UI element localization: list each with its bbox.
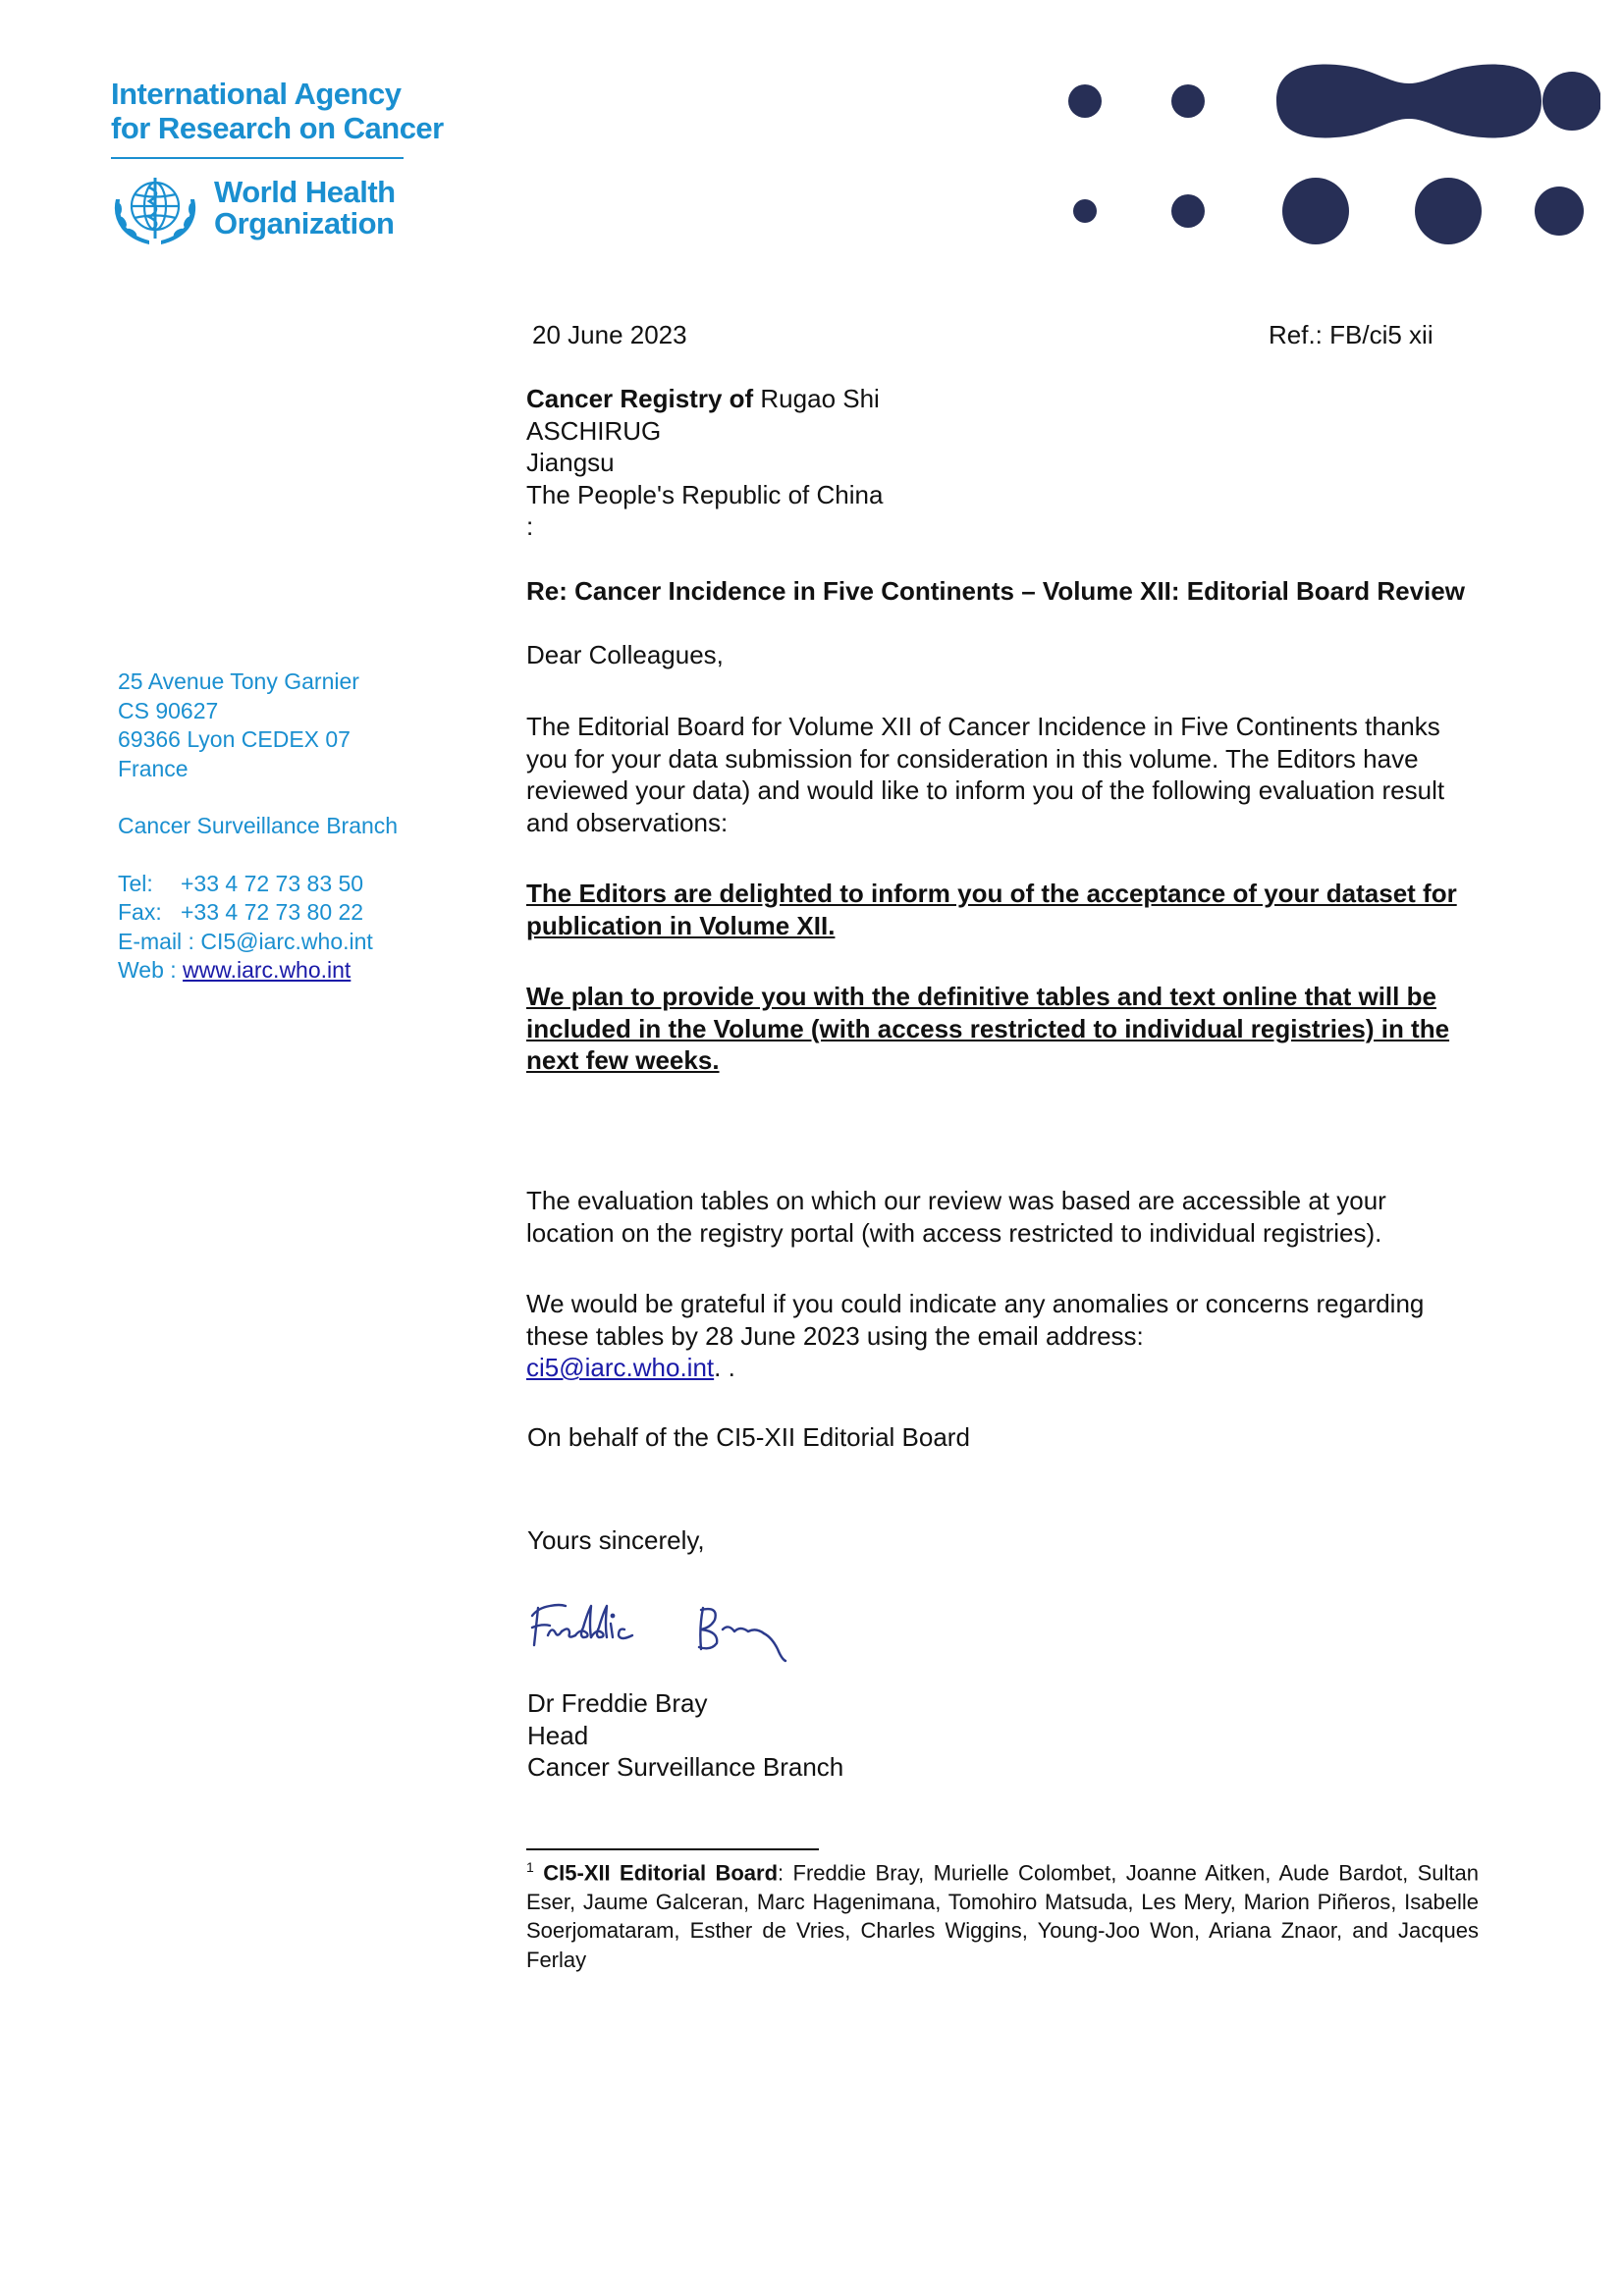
- address-line-4: France: [118, 755, 189, 781]
- tel-row: [118, 870, 398, 899]
- iarc-line-1: International Agency: [111, 77, 402, 111]
- decorative-dots-graphic: [1051, 54, 1600, 260]
- paragraph-4: The evaluation tables on which our review was based are accessible at your location on the registry portal (with access restricted to individual registries).: [526, 1186, 1386, 1248]
- signer-block: [527, 1687, 1480, 1784]
- recipient-line-5: :: [526, 511, 534, 541]
- address-line-2: CS 90627: [118, 697, 219, 723]
- email-value: CI5@iarc.who.int: [200, 928, 373, 954]
- footnote-divider: [526, 1848, 819, 1850]
- tel-label: Tel:: [118, 870, 153, 896]
- sidebar-address-block: [118, 667, 398, 986]
- behalf-line: On behalf of the CI5-XII Editorial Board: [527, 1422, 970, 1452]
- letter-subject: Re: Cancer Incidence in Five Continents – Volume XII: Editorial Board Review: [526, 576, 1465, 606]
- tel-value: +33 4 72 73 83 50: [181, 870, 364, 896]
- footnote-label: CI5-XII Editorial Board: [543, 1860, 779, 1886]
- fax-label: Fax:: [118, 899, 162, 925]
- paragraph-5-text: We would be grateful if you could indicate any anomalies or concerns regarding these tables by 28 June 2023 using the email address:: [526, 1289, 1425, 1351]
- email-label: E-mail :: [118, 928, 194, 954]
- who-line-1: World Health: [214, 175, 396, 209]
- signer-title: Head: [527, 1720, 589, 1750]
- ci5-email-link[interactable]: ci5@iarc.who.int: [526, 1353, 715, 1382]
- who-emblem-icon: [110, 170, 200, 248]
- who-line-2: Organization: [214, 206, 395, 240]
- fax-row: [118, 898, 398, 928]
- footnote-marker: 1: [526, 1859, 534, 1875]
- recipient-city: Rugao Shi: [760, 384, 880, 413]
- signer-department: Cancer Surveillance Branch: [527, 1752, 844, 1782]
- logo-divider: [111, 157, 404, 159]
- footnote: [526, 1853, 1479, 1974]
- handwritten-signature: [526, 1588, 821, 1667]
- web-link[interactable]: www.iarc.who.int: [183, 957, 352, 983]
- recipient-line-2: ASCHIRUG: [526, 415, 662, 446]
- web-label: Web :: [118, 957, 177, 983]
- recipient-block: [526, 383, 1479, 543]
- address-line-1: 25 Avenue Tony Garnier: [118, 668, 359, 694]
- branch-name: Cancer Surveillance Branch: [118, 813, 399, 838]
- closing: Yours sincerely,: [527, 1525, 705, 1555]
- fax-value: +33 4 72 73 80 22: [181, 899, 364, 925]
- letter-date: 20 June 2023: [532, 320, 687, 349]
- web-row: [118, 956, 398, 986]
- letter-reference: Ref.: FB/ci5 xii: [1269, 320, 1434, 349]
- iarc-line-2: for Research on Cancer: [111, 111, 444, 145]
- salutation: Dear Colleagues,: [526, 640, 724, 669]
- email-row: [118, 928, 398, 957]
- tables-plan-paragraph: We plan to provide you with the definitive tables and text online that will be included in the Volume (with access restricted to individual registries) in the next few weeks.: [526, 982, 1450, 1075]
- recipient-line-3: Jiangsu: [526, 448, 615, 477]
- iarc-logo-text: [111, 77, 444, 145]
- footnote-text: : Freddie Bray, Murielle Colombet, Joanne Aitken, Aude Bardot, Sultan Eser, Jaume Galceran, Marc Hagenimana, Tomohiro Matsuda, Les Mery, Marion Piñeros, Isabelle Soerjomataram, Esther de Vries, Charles Wiggins, Young-Joo Won, Ariana Znaor, and Jacques Ferlay: [526, 1860, 1479, 1972]
- who-logo-text: [214, 177, 396, 240]
- recipient-line-1: [526, 383, 1479, 415]
- recipient-org: Cancer Registry of: [526, 384, 761, 413]
- acceptance-paragraph: The Editors are delighted to inform you of the acceptance of your dataset for publication in Volume XII.: [526, 879, 1457, 940]
- address-line-3: 69366 Lyon CEDEX 07: [118, 726, 351, 752]
- recipient-line-4: The People's Republic of China: [526, 479, 884, 509]
- signer-name: Dr Freddie Bray: [527, 1688, 708, 1718]
- paragraph-5: [526, 1288, 1479, 1384]
- paragraph-1: The Editorial Board for Volume XII of Cancer Incidence in Five Continents thanks you for your data submission for consideration in this volume. The Editors have reviewed your data) and would like to inform you of the following evaluation result and observations:: [526, 712, 1445, 837]
- paragraph-5-tail: . .: [714, 1353, 735, 1382]
